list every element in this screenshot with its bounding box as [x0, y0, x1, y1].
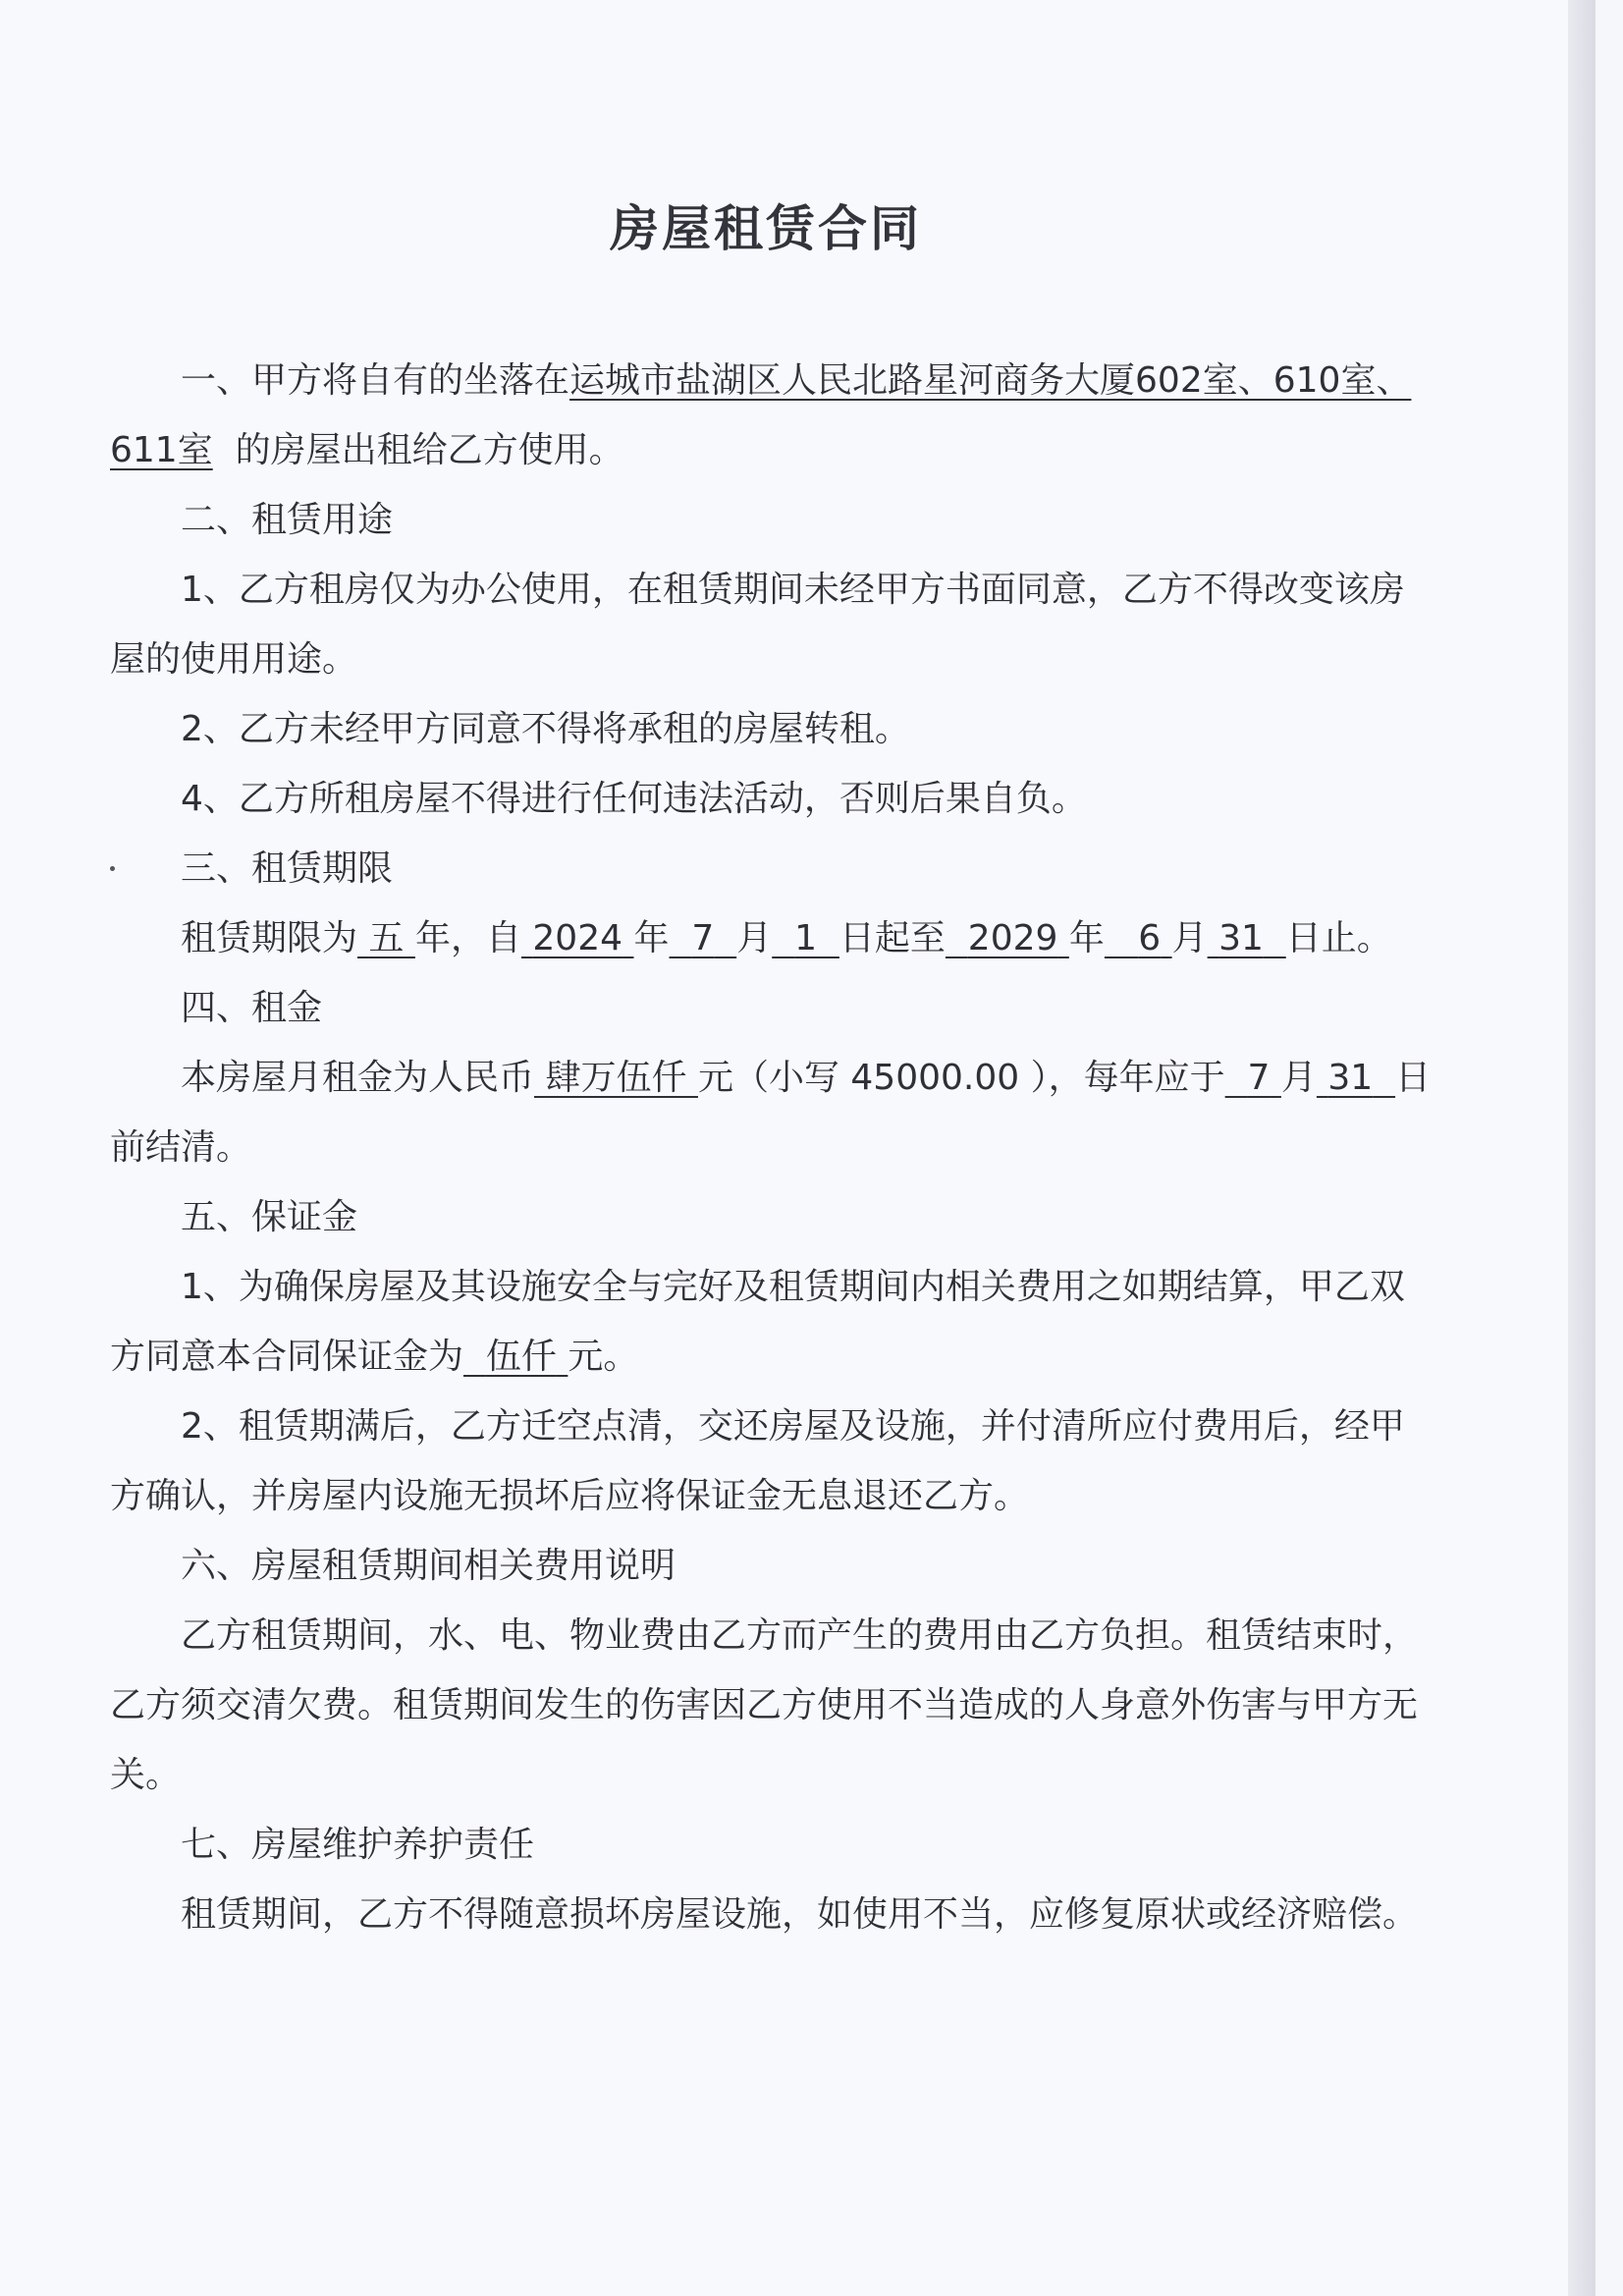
- section-heading-usage: 二、租赁用途: [181, 500, 394, 540]
- rent-due-day: 31: [1327, 1058, 1374, 1098]
- section-heading-rent: 四、租金: [181, 988, 323, 1028]
- contract-body: [110, 346, 1435, 1949]
- scan-edge: [1568, 0, 1596, 2296]
- usage-clause-4: 4、乙方所租房屋不得进行任何违法活动，否则后果自负。: [181, 779, 1087, 819]
- section-heading-term: 三、租赁期限: [181, 848, 394, 889]
- usage-clause-1: 1、乙方租房仅为办公使用，在租赁期间未经甲方书面同意，乙方不得改变该房屋的使用用途。: [110, 570, 1405, 680]
- rent-clause: 本房屋月租金为人民币 肆万伍仟 元（小写 45000.00 ），每年应于 7 月 31 日前结清。: [110, 1058, 1432, 1168]
- deposit-clause-2: 2、租赁期满后，乙方迁空点清，交还房屋及设施，并付清所应付费用后，经甲方确认，并房屋内设施无损坏后应将保证金无息退还乙方。: [110, 1406, 1405, 1516]
- term-clause: 租赁期限为 五 年，自 2024 年 7 月 1 日起至 2029 年 6 月 31 日止。: [181, 918, 1392, 958]
- deposit-amount: 伍仟: [485, 1337, 557, 1377]
- section-heading-fees: 六、房屋租赁期间相关费用说明: [181, 1546, 676, 1586]
- term-years: 五: [368, 918, 405, 958]
- section-heading-maintenance: 七、房屋维护养护责任: [181, 1825, 535, 1865]
- start-month: 7: [691, 918, 715, 958]
- end-day: 31: [1218, 918, 1264, 958]
- document-title: 房屋租赁合同: [610, 200, 922, 257]
- rent-amount-number: 45000.00: [850, 1058, 1020, 1098]
- property-location: 运城市盐湖区人民北路星河商务大厦602室、610室、611室: [110, 360, 1412, 470]
- end-month: 6: [1138, 918, 1162, 958]
- maintenance-clause: 租赁期间，乙方不得随意损坏房屋设施，如使用不当，应修复原状或经济赔偿。: [181, 1894, 1419, 1935]
- section-heading-deposit: 五、保证金: [181, 1197, 358, 1237]
- rent-amount-words: 肆万伍仟: [545, 1058, 687, 1098]
- rent-due-month: 7: [1247, 1058, 1271, 1098]
- start-day: 1: [794, 918, 817, 958]
- fees-clause: 乙方租赁期间，水、电、物业费由乙方而产生的费用由乙方负担。租赁结束时，乙方须交清欠费。租赁期间发生的伤害因乙方使用不当造成的人身意外伤害与甲方无关。: [110, 1615, 1419, 1795]
- clause-1: 一、甲方将自有的坐落在运城市盐湖区人民北路星河商务大厦602室、610室、611室 的房屋出租给乙方使用。: [110, 360, 1412, 470]
- usage-clause-2: 2、乙方未经甲方同意不得将承租的房屋转租。: [181, 709, 910, 749]
- deposit-clause-1: 1、为确保房屋及其设施安全与完好及租赁期间内相关费用之如期结算，甲乙双方同意本合同保证金为 伍仟 元。: [110, 1267, 1405, 1377]
- end-year: 2029: [967, 918, 1058, 958]
- start-year: 2024: [532, 918, 623, 958]
